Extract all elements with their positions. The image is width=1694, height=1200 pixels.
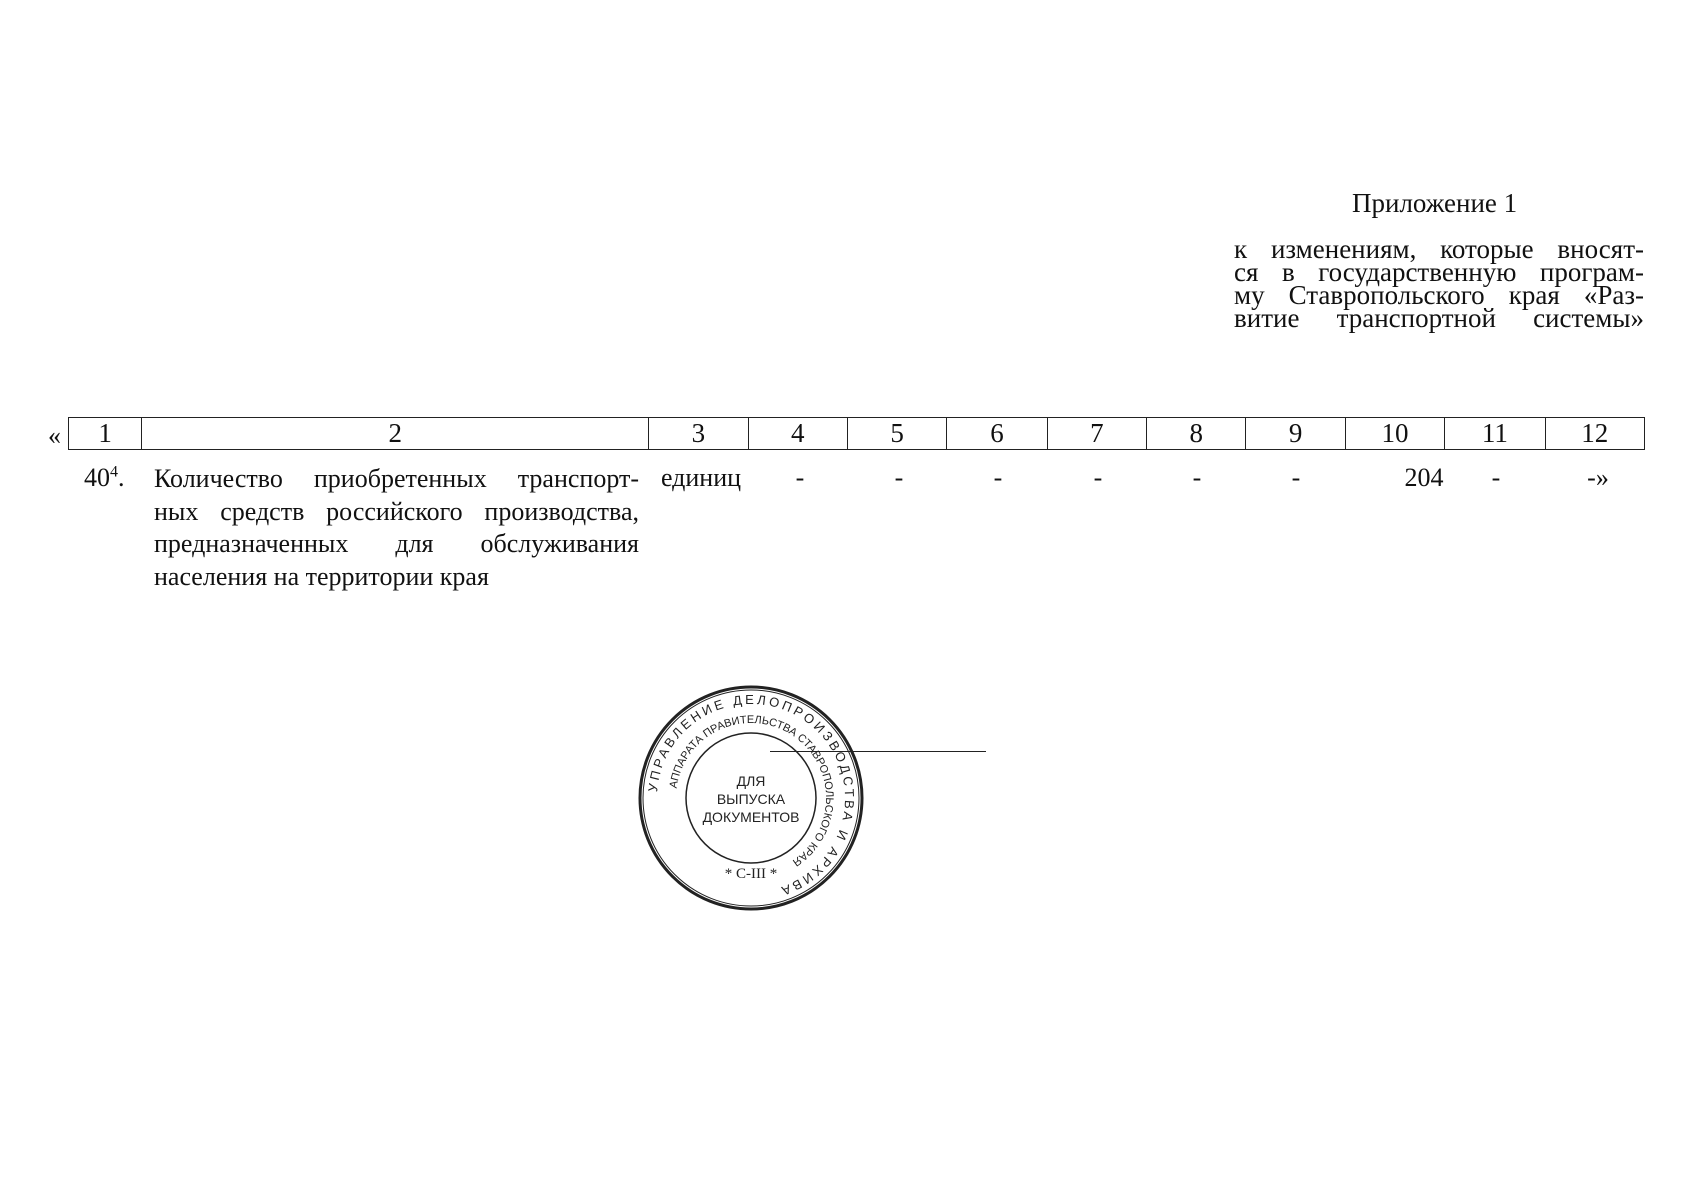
- column-number: 9: [1246, 418, 1345, 450]
- row-description: [154, 463, 639, 593]
- column-number: 1: [69, 418, 142, 450]
- description-line: предназначенных для обслуживания: [154, 529, 639, 558]
- row-number-suffix: .: [118, 463, 125, 492]
- header-row: [69, 418, 1645, 450]
- signature-line: [770, 751, 986, 752]
- opening-quote: «: [48, 421, 61, 450]
- column-number: 5: [847, 418, 946, 450]
- row-number-main: 40: [84, 463, 110, 492]
- value-cell: -: [795, 463, 805, 492]
- description-line: ных средств российского производства,: [154, 496, 639, 526]
- unit-cell: единиц: [660, 463, 742, 492]
- column-number: 2: [142, 418, 649, 450]
- description-line: населения на территории края: [154, 561, 489, 591]
- value-cell: -»: [1587, 463, 1609, 492]
- stamp-center-line: ВЫПУСКА: [716, 791, 786, 807]
- stamp-outer-text: УПРАВЛЕНИЕ ДЕЛОПРОИЗВОДСТВА И АРХИВА: [645, 691, 858, 900]
- column-number: 8: [1147, 418, 1246, 450]
- appendix-caption: [1234, 234, 1644, 333]
- description-line: Количество приобретенных транспорт-: [154, 464, 639, 493]
- column-number: 11: [1445, 418, 1545, 450]
- value-cell: -: [1291, 463, 1301, 492]
- appendix-title: Приложение 1: [1352, 188, 1518, 218]
- column-number: 12: [1545, 418, 1644, 450]
- value-cell: -: [1491, 463, 1501, 492]
- value-cell: -: [1093, 463, 1103, 492]
- stamp-center-line: ДЛЯ: [736, 773, 766, 789]
- value-cell: -: [993, 463, 1003, 492]
- appendix-line: ся в государственную програм-: [1234, 257, 1644, 287]
- appendix-line: му Ставропольского края «Раз-: [1234, 280, 1644, 310]
- column-number: 7: [1047, 418, 1146, 450]
- row-number-superscript: 4: [110, 463, 118, 481]
- row-number: [84, 463, 125, 493]
- value-cell: -: [894, 463, 904, 492]
- value-cell: -: [1192, 463, 1202, 492]
- value-cell: 204: [1404, 463, 1444, 492]
- official-stamp: [636, 683, 866, 913]
- appendix-line: к изменениям, которые вносят-: [1234, 234, 1644, 264]
- column-number: 4: [748, 418, 847, 450]
- column-number: 10: [1345, 418, 1444, 450]
- stamp-inner-text: АППАРАТА ПРАВИТЕЛЬСТВА СТАВРОПОЛЬСКОГО КРАЯ: [667, 713, 836, 869]
- stamp-code: * С-III *: [724, 866, 778, 882]
- column-header-table: [68, 417, 1645, 450]
- column-number: 3: [649, 418, 748, 450]
- stamp-center-line: ДОКУМЕНТОВ: [702, 809, 800, 825]
- column-number: 6: [947, 418, 1047, 450]
- appendix-line: витие транспортной системы»: [1234, 303, 1644, 333]
